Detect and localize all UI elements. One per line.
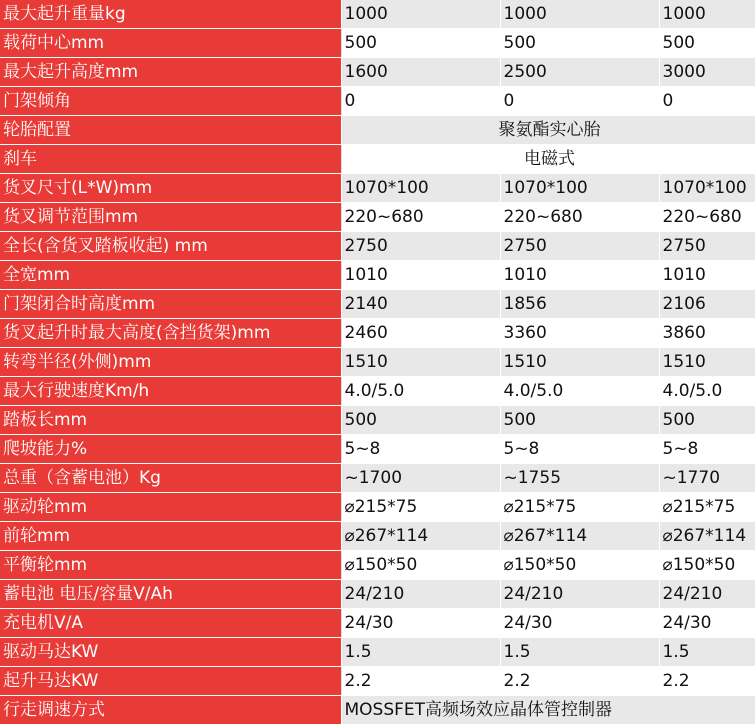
table-row [0, 609, 755, 638]
value-cell-model-3: 3000 [659, 58, 755, 87]
table-row [0, 348, 755, 377]
value-cell-model-1: 0 [341, 87, 500, 116]
value-cell-model-1: 1.5 [341, 638, 500, 667]
row-label: 转弯半径(外侧)mm [0, 348, 341, 377]
table-row [0, 0, 755, 29]
value-cell-model-2: ~1755 [500, 464, 659, 493]
row-label: 全长(含货叉踏板收起) mm [0, 232, 341, 261]
row-label: 门架倾角 [0, 87, 341, 116]
value-cell-model-3: 5~8 [659, 435, 755, 464]
table-row [0, 145, 755, 174]
table-row [0, 406, 755, 435]
table-row [0, 290, 755, 319]
table-row [0, 203, 755, 232]
value-cell-model-2: 24/210 [500, 580, 659, 609]
value-cell-model-1: 500 [341, 406, 500, 435]
value-cell-model-1: ⌀150*50 [341, 551, 500, 580]
value-cell-model-2: 500 [500, 29, 659, 58]
value-cell-model-3: ⌀215*75 [659, 493, 755, 522]
value-cell-model-3: 1.5 [659, 638, 755, 667]
value-cell-model-1: 220~680 [341, 203, 500, 232]
row-label: 货叉调节范围mm [0, 203, 341, 232]
value-cell-model-1: 1600 [341, 58, 500, 87]
table-row [0, 232, 755, 261]
table-row [0, 174, 755, 203]
value-cell-model-3: 500 [659, 29, 755, 58]
value-cell-model-3: 1070*100 [659, 174, 755, 203]
table-row [0, 261, 755, 290]
value-cell-model-2: 1000 [500, 0, 659, 29]
value-cell-model-2: 500 [500, 406, 659, 435]
value-cell-model-3: 2.2 [659, 667, 755, 696]
table-row [0, 580, 755, 609]
value-cell-model-2: 24/30 [500, 609, 659, 638]
value-cell-model-3: 1000 [659, 0, 755, 29]
value-cell-model-2: 3360 [500, 319, 659, 348]
table-row [0, 522, 755, 551]
value-cell-model-1: 2.2 [341, 667, 500, 696]
value-cell-model-3: 24/30 [659, 609, 755, 638]
table-row [0, 29, 755, 58]
row-label: 门架闭合时高度mm [0, 290, 341, 319]
value-cell-model-2: 1010 [500, 261, 659, 290]
row-label: 行走调速方式 [0, 696, 341, 725]
value-cell-model-3: 0 [659, 87, 755, 116]
row-label: 前轮mm [0, 522, 341, 551]
value-cell-model-3: 500 [659, 406, 755, 435]
value-cell-model-2: 220~680 [500, 203, 659, 232]
value-cell-model-1: 4.0/5.0 [341, 377, 500, 406]
value-cell-model-3: ⌀150*50 [659, 551, 755, 580]
row-label: 货叉起升时最大高度(含挡货架)mm [0, 319, 341, 348]
table-row [0, 116, 755, 145]
value-cell-model-1: 2750 [341, 232, 500, 261]
value-cell-model-1: 24/210 [341, 580, 500, 609]
value-cell-model-3: 1010 [659, 261, 755, 290]
row-label: 轮胎配置 [0, 116, 341, 145]
value-cell-model-2: 1510 [500, 348, 659, 377]
table-row [0, 435, 755, 464]
table-row [0, 667, 755, 696]
row-label: 平衡轮mm [0, 551, 341, 580]
value-cell-model-3: ⌀267*114 [659, 522, 755, 551]
merged-value-cell: 电磁式 [341, 145, 755, 174]
table-row [0, 551, 755, 580]
value-cell-model-3: 220~680 [659, 203, 755, 232]
value-cell-model-2: 1.5 [500, 638, 659, 667]
merged-value-cell: 聚氨酯实心胎 [341, 116, 755, 145]
value-cell-model-3: 3860 [659, 319, 755, 348]
table-row [0, 58, 755, 87]
value-cell-model-2: ⌀150*50 [500, 551, 659, 580]
value-cell-model-1: 2460 [341, 319, 500, 348]
value-cell-model-2: ⌀267*114 [500, 522, 659, 551]
row-label: 最大行驶速度Km/h [0, 377, 341, 406]
value-cell-model-1: 1010 [341, 261, 500, 290]
value-cell-model-1: ⌀267*114 [341, 522, 500, 551]
row-label: 载荷中心mm [0, 29, 341, 58]
table-row [0, 493, 755, 522]
value-cell-model-1: 500 [341, 29, 500, 58]
table-row [0, 87, 755, 116]
table-row [0, 464, 755, 493]
merged-value-cell: MOSSFET高频场效应晶体管控制器 [341, 696, 755, 725]
value-cell-model-1: 1510 [341, 348, 500, 377]
row-label: 起升马达KW [0, 667, 341, 696]
value-cell-model-1: 1000 [341, 0, 500, 29]
row-label: 充电机V/A [0, 609, 341, 638]
value-cell-model-3: 24/210 [659, 580, 755, 609]
value-cell-model-3: 1510 [659, 348, 755, 377]
value-cell-model-2: 4.0/5.0 [500, 377, 659, 406]
table-row [0, 319, 755, 348]
value-cell-model-2: 0 [500, 87, 659, 116]
value-cell-model-2: 2750 [500, 232, 659, 261]
value-cell-model-1: ~1700 [341, 464, 500, 493]
value-cell-model-1: ⌀215*75 [341, 493, 500, 522]
row-label: 货叉尺寸(L*W)mm [0, 174, 341, 203]
value-cell-model-2: 2500 [500, 58, 659, 87]
value-cell-model-1: 2140 [341, 290, 500, 319]
row-label: 驱动轮mm [0, 493, 341, 522]
row-label: 全宽mm [0, 261, 341, 290]
value-cell-model-2: 2.2 [500, 667, 659, 696]
table-row [0, 696, 755, 725]
value-cell-model-3: 2750 [659, 232, 755, 261]
row-label: 爬坡能力% [0, 435, 341, 464]
value-cell-model-1: 1070*100 [341, 174, 500, 203]
row-label: 刹车 [0, 145, 341, 174]
value-cell-model-2: 5~8 [500, 435, 659, 464]
row-label: 踏板长mm [0, 406, 341, 435]
value-cell-model-1: 24/30 [341, 609, 500, 638]
row-label: 总重（含蓄电池）Kg [0, 464, 341, 493]
value-cell-model-1: 5~8 [341, 435, 500, 464]
value-cell-model-2: 1856 [500, 290, 659, 319]
row-label: 最大起升高度mm [0, 58, 341, 87]
table-row [0, 377, 755, 406]
value-cell-model-2: ⌀215*75 [500, 493, 659, 522]
row-label: 最大起升重量kg [0, 0, 341, 29]
table-row [0, 638, 755, 667]
value-cell-model-3: 4.0/5.0 [659, 377, 755, 406]
value-cell-model-2: 1070*100 [500, 174, 659, 203]
row-label: 蓄电池 电压/容量V/Ah [0, 580, 341, 609]
value-cell-model-3: ~1770 [659, 464, 755, 493]
row-label: 驱动马达KW [0, 638, 341, 667]
value-cell-model-3: 2106 [659, 290, 755, 319]
